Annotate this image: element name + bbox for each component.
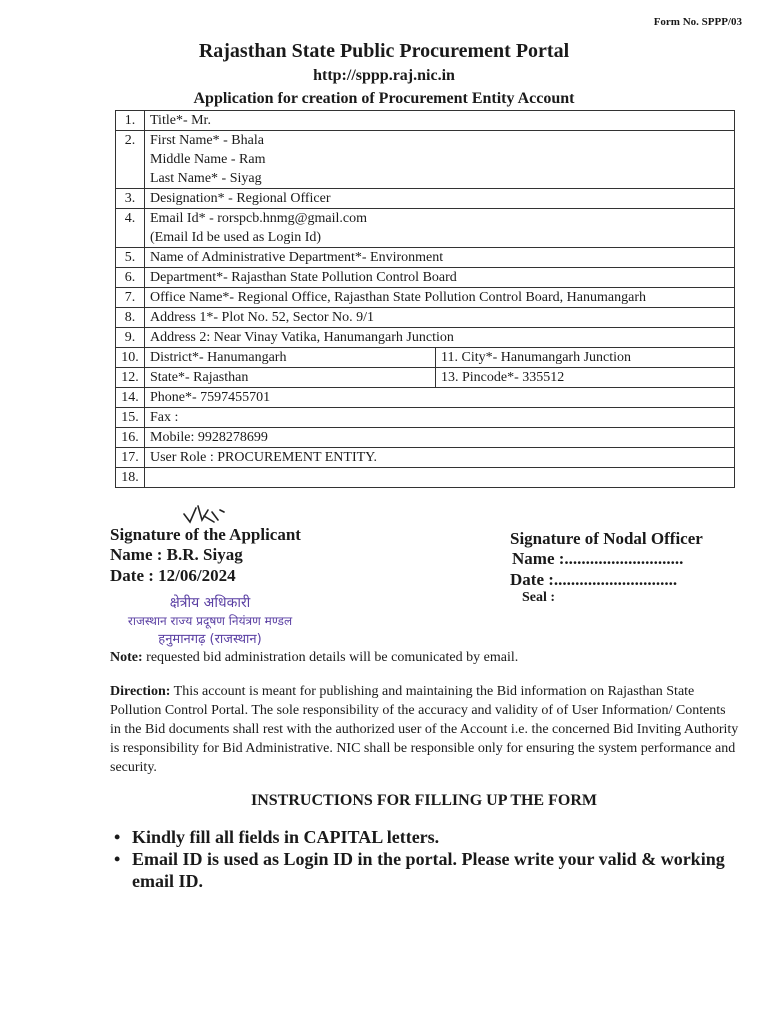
- form-row-address2: [116, 328, 735, 348]
- row-number: 15.: [116, 408, 145, 428]
- office-name-field: Office Name*- Regional Office, Rajasthan State Pollution Control Board, Hanumangarh: [145, 288, 735, 308]
- title-field: Title*- Mr.: [145, 111, 735, 131]
- row-number: 16.: [116, 428, 145, 448]
- form-row-title: [116, 111, 735, 131]
- direction-text: This account is meant for publishing and maintaining the Bid information on Rajasthan State Pollution Control Portal. The sole responsibility of the accuracy and validity of of User Information/ Contents in the Bid documents shall rest with the authorized user of the Account i.e. the concerned Bid Inviting Authority is responsibility for Bid Administrative. NIC shall be responsible only for ensuring the system performance and security.: [110, 684, 739, 775]
- name-fields: [145, 131, 735, 189]
- form-row-admin-dept: [116, 248, 735, 268]
- last-name-field: Last Name* - Siyag: [150, 171, 262, 186]
- designation-field: Designation* - Regional Officer: [145, 189, 735, 209]
- admin-department-field: Name of Administrative Department*- Environment: [145, 248, 735, 268]
- form-row-empty: [116, 468, 735, 488]
- row-number: 5.: [116, 248, 145, 268]
- district-field: District*- Hanumangarh: [145, 348, 436, 368]
- email-note: (Email Id be used as Login Id): [150, 230, 322, 245]
- list-item: • Email ID is used as Login ID in the portal. Please write your valid & working email ID.: [110, 848, 730, 892]
- instructions-title: INSTRUCTIONS FOR FILLING UP THE FORM: [251, 792, 597, 809]
- row-number: 3.: [116, 189, 145, 209]
- form-row-name: [116, 131, 735, 189]
- portal-title: Rajasthan State Public Procurement Portal: [198, 40, 570, 62]
- nodal-seal: Seal :: [522, 590, 556, 605]
- email-fields: [145, 209, 735, 248]
- form-row-address1: [116, 308, 735, 328]
- pincode-field: 13. Pincode*- 335512: [436, 368, 735, 388]
- form-row-designation: [116, 189, 735, 209]
- nodal-name: Name :............................: [512, 549, 684, 568]
- applicant-name: Name : B.R. Siyag: [110, 545, 243, 564]
- city-field: 11. City*- Hanumangarh Junction: [436, 348, 735, 368]
- form-row-user-role: [116, 448, 735, 468]
- direction-label: Direction:: [110, 684, 171, 699]
- row-number: 8.: [116, 308, 145, 328]
- email-field: Email Id* - rorspcb.hnmg@gmail.com: [150, 211, 368, 226]
- applicant-date: Date : 12/06/2024: [110, 566, 236, 585]
- nodal-signature-label: Signature of Nodal Officer: [510, 529, 703, 548]
- empty-field: [145, 468, 735, 488]
- address2-field: Address 2: Near Vinay Vatika, Hanumangarh Junction: [145, 328, 735, 348]
- row-number: 4.: [116, 209, 145, 248]
- form-row-fax: [116, 408, 735, 428]
- address1-field: Address 1*- Plot No. 52, Sector No. 9/1: [145, 308, 735, 328]
- form-row-mobile: [116, 428, 735, 448]
- note-text: requested bid administration details will be comunicated by email.: [142, 650, 519, 665]
- form-row-office: [116, 288, 735, 308]
- applicant-signature-label: Signature of the Applicant: [110, 525, 301, 544]
- row-number: 2.: [116, 131, 145, 189]
- list-item: • Kindly fill all fields in CAPITAL letters.: [110, 826, 730, 848]
- phone-field: Phone*- 7597455701: [145, 388, 735, 408]
- form-row-email: [116, 209, 735, 248]
- user-role-field: User Role : PROCUREMENT ENTITY.: [145, 448, 735, 468]
- fax-field: Fax :: [145, 408, 735, 428]
- form-row-phone: [116, 388, 735, 408]
- row-number: 10.: [116, 348, 145, 368]
- middle-name-field: Middle Name - Ram: [150, 152, 266, 167]
- row-number: 14.: [116, 388, 145, 408]
- official-stamp: [120, 593, 300, 647]
- department-field: Department*- Rajasthan State Pollution Control Board: [145, 268, 735, 288]
- direction-paragraph: [110, 682, 740, 777]
- portal-url: http://sppp.raj.nic.in: [313, 67, 455, 84]
- instructions-list: [110, 826, 730, 892]
- stamp-line-2: राजस्थान राज्य प्रदूषण नियंत्रण मण्डल: [127, 614, 293, 628]
- note-label: Note:: [110, 650, 143, 665]
- note-paragraph: [110, 650, 740, 666]
- row-number: 6.: [116, 268, 145, 288]
- row-number: 18.: [116, 468, 145, 488]
- application-title: Application for creation of Procurement Entity Account: [193, 90, 575, 107]
- form-number: Form No. SPPP/03: [653, 16, 742, 28]
- first-name-field: First Name* - Bhala: [150, 133, 264, 148]
- state-field: State*- Rajasthan: [145, 368, 436, 388]
- application-form-table: [115, 110, 735, 488]
- row-number: 9.: [116, 328, 145, 348]
- mobile-field: Mobile: 9928278699: [145, 428, 735, 448]
- row-number: 12.: [116, 368, 145, 388]
- stamp-line-1: क्षेत्रीय अधिकारी: [169, 595, 251, 611]
- row-number: 1.: [116, 111, 145, 131]
- row-number: 17.: [116, 448, 145, 468]
- stamp-line-3: हनुमानगढ़ (राजस्थान): [158, 632, 262, 647]
- nodal-date: Date :.............................: [510, 570, 678, 589]
- row-number: 7.: [116, 288, 145, 308]
- form-row-state-pincode: [116, 368, 735, 388]
- form-row-district-city: [116, 348, 735, 368]
- form-row-department: [116, 268, 735, 288]
